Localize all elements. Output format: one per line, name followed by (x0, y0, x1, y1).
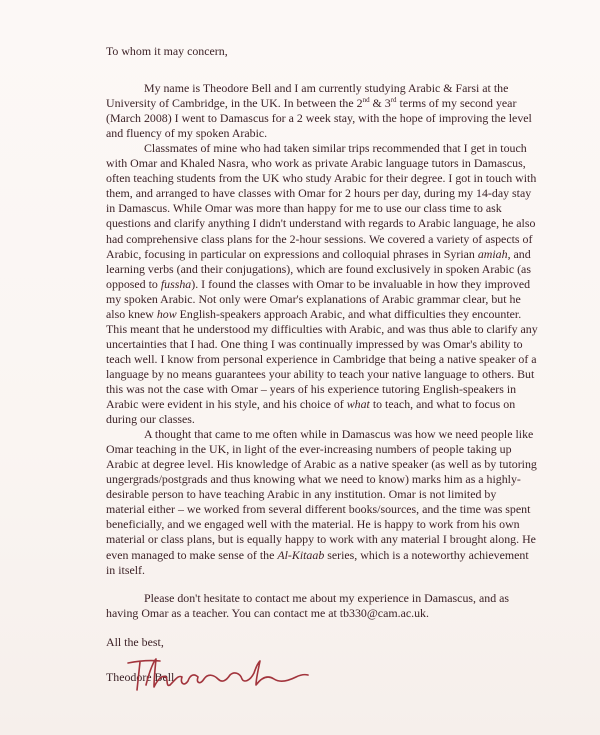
paragraph-classes: Classmates of mine who had taken similar trips recommended that I get in touch with Omar and Khaled Nasra, who work as private Arabic language tutors in Damascus, often teaching students from the UK who study Arabic for their degree. I got in touch with them, and arranged to have classes with Omar for 2 hours per day, during my 14-day stay in Damascus. While Omar was more than happy for me to use our class time to ask questions and clarify anything I didn't understand with regards to Arabic language, he also had comprehensive class plans for the 2-hour sessions. We covered a variety of aspects of Arabic, focusing in particular on expressions and colloquial phrases in Syrian amiah, and learning verbs (and their conjugations), which are found exclusively in spoken Arabic (as opposed to fussha). I found the classes with Omar to be invaluable in how they improved my spoken Arabic. Not only were Omar's explanations of Arabic grammar clear, but he also knew how English-speakers approach Arabic, and what difficulties they encounter. This meant that he understood my difficulties with Arabic, and was thus able to clarify any uncertainties that I had. One thing I was continually impressed by was Omar's ability to teach well. I know from personal experience in Cambridge that being a native speaker of a language by no means guarantees your ability to teach your native language to others. But this was not the case with Omar – years of his experience tutoring English-speakers in Arabic were evident in his style, and his choice of what to teach, and what to focus on during our classes. (106, 141, 538, 427)
handwritten-signature (124, 655, 314, 695)
letter-closing: All the best, (106, 634, 164, 649)
letter-greeting: To whom it may concern, (106, 44, 228, 58)
paragraph-recommendation: A thought that came to me often while in Damascus was how we need people like Omar teaching in the UK, in light of the ever-increasing numbers of people taking up Arabic at degree level. His knowledge of Arabic as a native speaker (as well as by tutoring ungergrads/postgrads and thus knowing what we need to know) marks him as a highly-desirable person to have teaching Arabic in any institution. Omar is not limited by material either – we worked from several different books/sources, and the time was spent beneficially, and we engaged well with the material. He is happy to work from his own material or class plans, but is equally happy to work with any material I brought along. He even managed to make sense of the Al-Kitaab series, which is a noteworthy achievement in itself. (106, 427, 537, 577)
signer-name: Theodore Bell (106, 669, 175, 684)
letter-body (106, 44, 538, 685)
paragraph-contact: Please don't hesitate to contact me about my experience in Damascus, and as having Omar as a teacher. You can contact me at tb330@cam.ac.uk. (106, 590, 510, 620)
paragraph-intro: My name is Theodore Bell and I am currently studying Arabic & Farsi at the University of Cambridge, in the UK. In between the 2nd & 3rd terms of my second year (March 2008) I went to Damascus for a 2 week stay, with the hope of improving the level and fluency of my spoken Arabic. (106, 81, 532, 141)
paragraph-gap (106, 578, 538, 591)
